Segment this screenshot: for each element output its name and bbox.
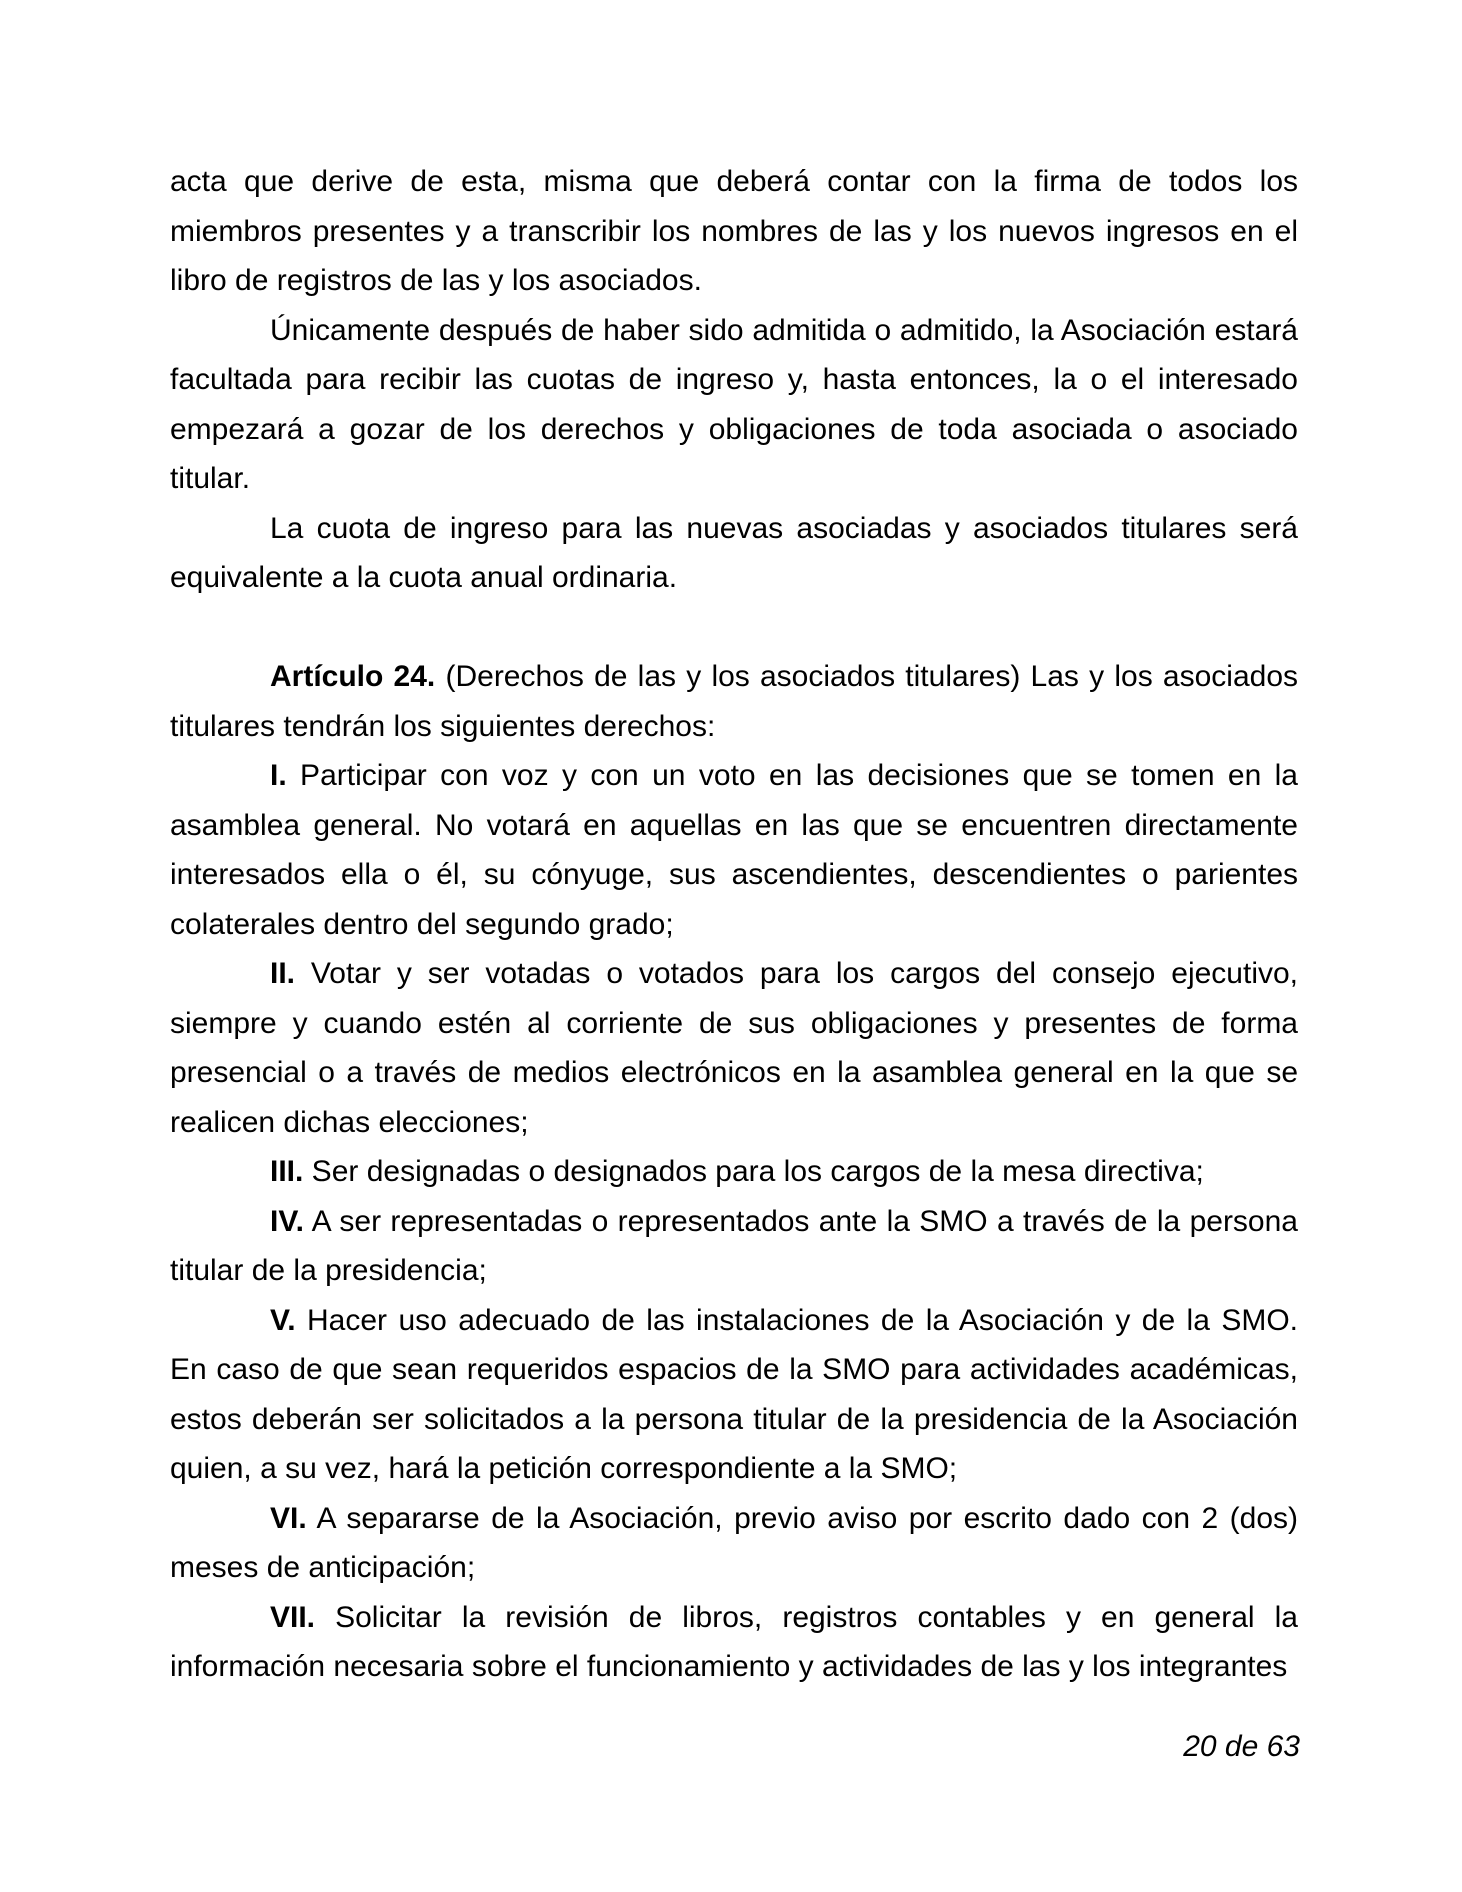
paragraph-text: Solicitar la revisión de libros, registros contables y en general la información necesaria sobre el funcionamiento y actividades de las y los integrantes	[170, 1600, 1298, 1683]
paragraph-lead: III.	[270, 1155, 304, 1188]
paragraph-text: Únicamente después de haber sido admitida o admitido, la Asociación estará facultada para recibir las cuotas de ingreso y, hasta entonces, la o el interesado empezará a gozar de los derechos y obligaciones de toda asociada o asociado titular.	[170, 313, 1298, 495]
paragraph	[170, 1147, 1298, 1197]
paragraph-lead: IV.	[270, 1204, 304, 1238]
paragraph	[170, 949, 1298, 1147]
paragraph-text: Ser designadas o designados para los cargos de la mesa directiva;	[303, 1155, 1204, 1188]
paragraph-text: A ser representadas o representados ante la SMO a través de la persona titular de la presidencia;	[170, 1204, 1298, 1287]
paragraph-text: Votar y ser votadas o votados para los cargos del consejo ejecutivo, siempre y cuando estén al corriente de sus obligaciones y presentes de forma presencial o a través de medios electrónicos en la asamblea general en la que se realicen dichas elecciones;	[170, 957, 1298, 1139]
paragraph	[170, 1197, 1298, 1296]
paragraph-lead: VI.	[270, 1501, 307, 1535]
paragraph	[170, 157, 1298, 306]
paragraph	[170, 751, 1298, 949]
paragraph	[170, 504, 1298, 603]
paragraph	[170, 1593, 1298, 1692]
paragraph-text: A separarse de la Asociación, previo aviso por escrito dado con 2 (dos) meses de anticipación;	[170, 1501, 1298, 1584]
paragraph-lead: II.	[270, 957, 296, 990]
paragraph-text: acta que derive de esta, misma que deberá contar con la firma de todos los miembros presentes y a transcribir los nombres de las y los nuevos ingresos en el libro de registros de las y los asociados.	[170, 165, 1298, 297]
paragraph-text: (Derechos de las y los asociados titulares) Las y los asociados titulares tendrán los siguientes derechos:	[170, 660, 1298, 743]
paragraph-lead: I.	[270, 759, 287, 792]
paragraph-lead: VII.	[270, 1600, 316, 1634]
paragraph-text: Hacer uso adecuado de las instalaciones de la Asociación y de la SMO. En caso de que sean requeridos espacios de la SMO para actividades académicas, estos deberán ser solicitados a la persona titular de la presidencia de la Asociación quien, a su vez, hará la petición correspondiente a la SMO;	[170, 1303, 1298, 1485]
paragraph-text: Participar con voz y con un voto en las decisiones que se tomen en la asamblea general. No votará en aquellas en las que se encuentren directamente interesados ella o él, su cónyuge, sus ascendientes, descendientes o parientes colaterales dentro del segundo grado;	[170, 759, 1298, 941]
paragraph	[170, 306, 1298, 504]
paragraph	[170, 1296, 1298, 1494]
paragraph	[170, 652, 1298, 751]
paragraph-lead: V.	[270, 1303, 296, 1337]
document-body	[170, 157, 1298, 1692]
page-number: 20 de 63	[1183, 1730, 1300, 1763]
paragraph-lead: Artículo 24.	[270, 660, 436, 693]
paragraph-text: La cuota de ingreso para las nuevas asociadas y asociados titulares será equivalente a la cuota anual ordinaria.	[170, 511, 1298, 594]
paragraph	[170, 1494, 1298, 1593]
